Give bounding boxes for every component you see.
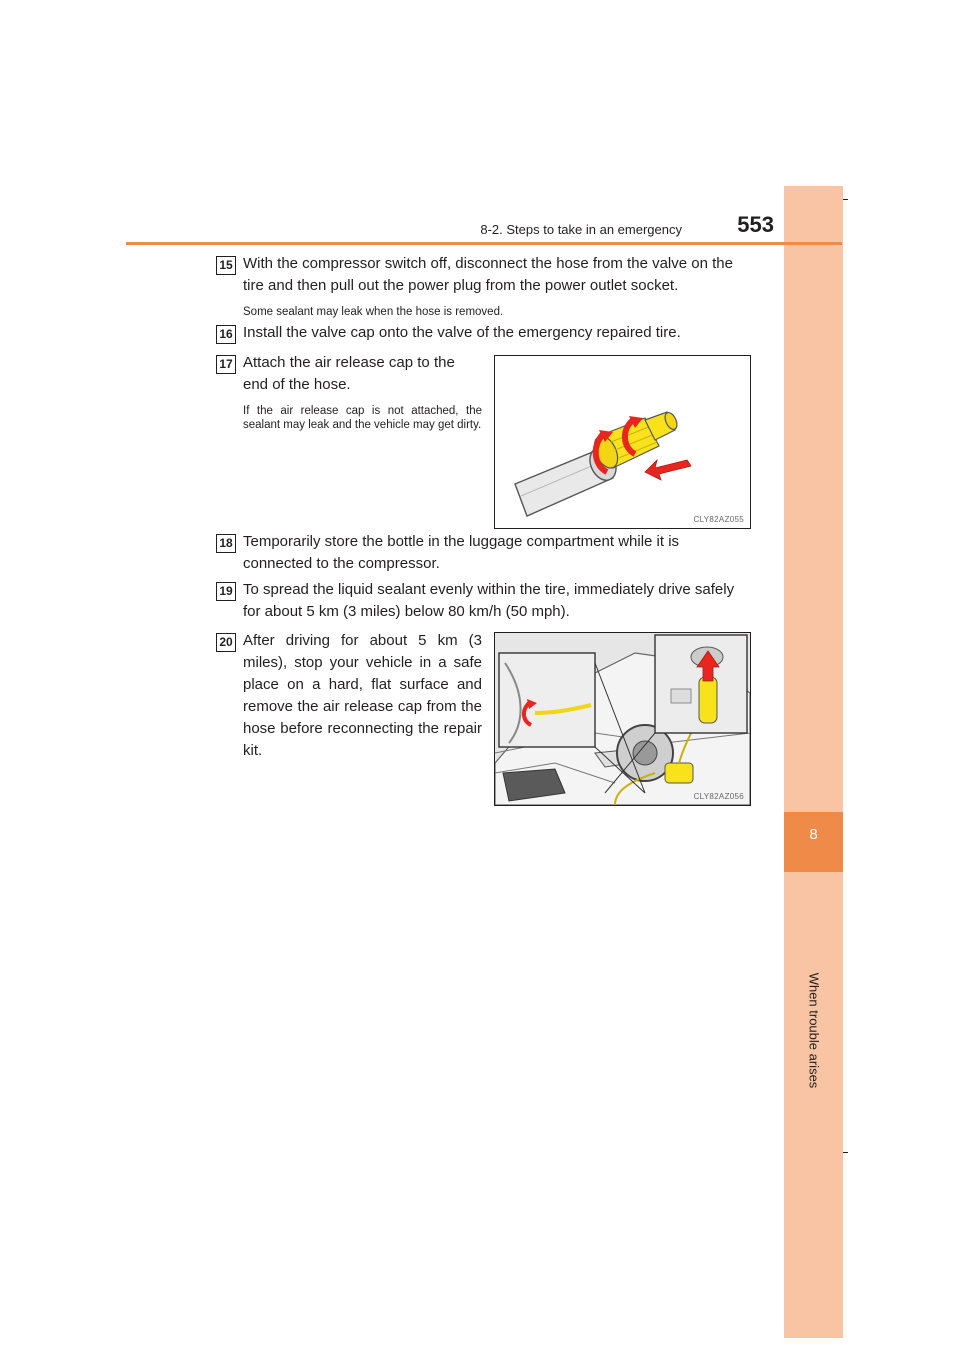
- step-number-15: 15: [216, 256, 236, 275]
- step-number-19: 19: [216, 582, 236, 601]
- car-kit-drawing: [495, 633, 750, 805]
- step-note-15: Some sealant may leak when the hose is removed.: [243, 306, 504, 318]
- step-text-18: Temporarily store the bottle in the luggage compartment while it is connected to the compressor.: [243, 533, 680, 572]
- chapter-sidebar: [784, 186, 843, 1338]
- chapter-number: 8: [809, 826, 818, 843]
- illustration-car-repair-kit: [494, 632, 751, 806]
- header-rule: [126, 242, 842, 245]
- step-number-16: 16: [216, 325, 236, 344]
- step-text-17: Attach the air release cap to the end of the hose.: [243, 354, 455, 393]
- figure-code-055: CLY82AZ055: [693, 515, 744, 524]
- step-text-15: With the compressor switch off, disconnect the hose from the valve on the tire and then pull out the power plug from the power outlet socket.: [243, 255, 733, 294]
- page-number: 553: [737, 212, 774, 237]
- step-text-19: To spread the liquid sealant evenly within the tire, immediately drive safely for about 5 km (3 miles) below 80 km/h (50 mph).: [243, 581, 735, 620]
- step-text-16: Install the valve cap onto the valve of the emergency repaired tire.: [243, 324, 681, 341]
- step-text-20: After driving for about 5 km (3 miles), stop your vehicle in a safe place on a hard, flat surface and remove the air release cap from the hose before reconnecting the repair kit.: [243, 632, 482, 759]
- chapter-title: [782, 960, 846, 1100]
- illustration-air-release-cap: [494, 355, 751, 529]
- figure-code-056: CLY82AZ056: [693, 792, 744, 801]
- step-note-17: If the air release cap is not attached, the sealant may leak and the vehicle may get dirty.: [243, 405, 482, 431]
- section-title: 8-2. Steps to take in an emergency: [480, 222, 682, 237]
- chapter-title-text: When trouble arises: [806, 972, 822, 1088]
- step-number-17: 17: [216, 355, 236, 374]
- step-number-18: 18: [216, 534, 236, 553]
- step-number-20: 20: [216, 633, 236, 652]
- hose-cap-drawing: [495, 356, 750, 528]
